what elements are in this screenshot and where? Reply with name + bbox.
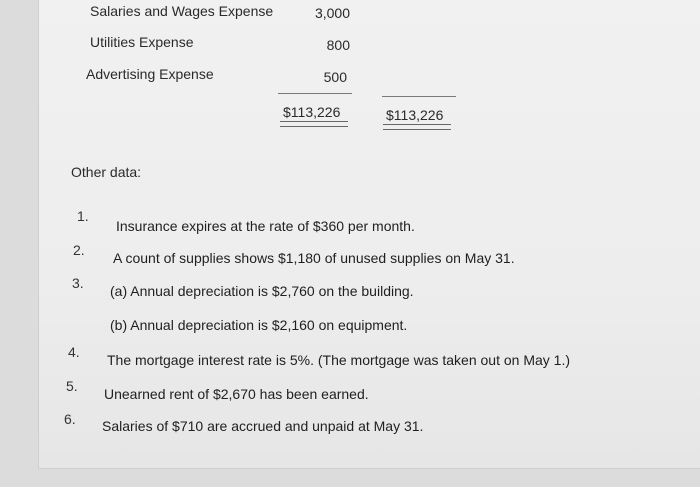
item-number: 2. [73, 242, 85, 258]
list-item: Salaries of $710 are accrued and unpaid at May 31. [102, 418, 424, 434]
item-number: 4. [68, 344, 80, 360]
credit-total: $113,226 [386, 107, 444, 123]
account-amount: 500 [323, 69, 347, 85]
subtotal-rule-debit [278, 93, 352, 94]
item-number: 3. [72, 275, 84, 291]
list-item: Unearned rent of $2,670 has been earned. [104, 386, 369, 402]
item-number: 6. [64, 411, 76, 427]
account-amount: 3,000 [314, 5, 350, 21]
debit-total-double-rule [280, 121, 348, 127]
account-name: Salaries and Wages Expense [90, 3, 274, 19]
list-item: The mortgage interest rate is 5%. (The mortgage was taken out on May 1.) [107, 352, 570, 368]
subtotal-rule-credit [382, 96, 456, 97]
list-item: A count of supplies shows $1,180 of unused supplies on May 31. [113, 250, 515, 266]
list-item: (b) Annual depreciation is $2,160 on equipment. [110, 317, 408, 333]
credit-total-double-rule [383, 124, 451, 130]
item-number: 1. [77, 208, 89, 224]
item-number: 5. [66, 378, 78, 394]
debit-total: $113,226 [283, 104, 341, 120]
account-amount: 800 [326, 37, 350, 53]
account-name: Utilities Expense [90, 34, 194, 50]
other-data-heading: Other data: [71, 164, 142, 180]
list-item: Insurance expires at the rate of $360 per month. [116, 218, 415, 234]
list-item: (a) Annual depreciation is $2,760 on the building. [110, 283, 414, 299]
account-name: Advertising Expense [86, 66, 214, 82]
